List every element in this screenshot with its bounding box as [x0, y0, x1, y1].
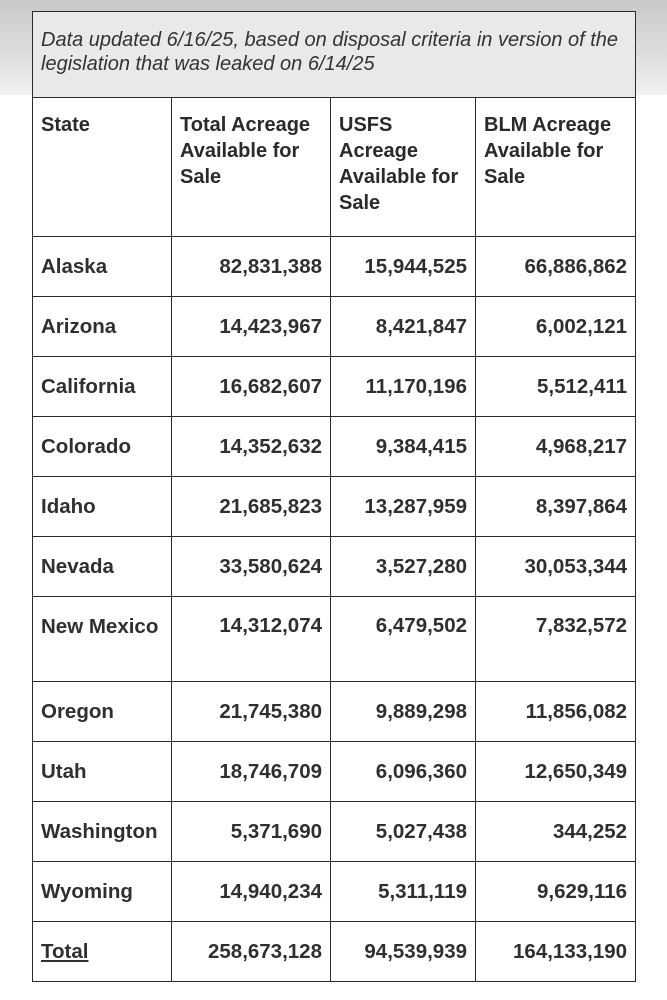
table-row	[33, 417, 636, 477]
state-cell: Nevada	[33, 537, 172, 597]
state-cell: New Mexico	[33, 597, 172, 682]
usfs-cell: 13,287,959	[331, 477, 476, 537]
total-cell: 21,745,380	[172, 682, 331, 742]
state-cell: Idaho	[33, 477, 172, 537]
blm-cell: 9,629,116	[476, 862, 636, 922]
table-row	[33, 237, 636, 297]
usfs-cell: 6,096,360	[331, 742, 476, 802]
table-row	[33, 537, 636, 597]
blm-cell: 5,512,411	[476, 357, 636, 417]
usfs-cell: 9,889,298	[331, 682, 476, 742]
usfs-cell: 8,421,847	[331, 297, 476, 357]
total-cell: 16,682,607	[172, 357, 331, 417]
total-label-cell	[33, 922, 172, 982]
blm-cell: 12,650,349	[476, 742, 636, 802]
total-cell: 18,746,709	[172, 742, 331, 802]
header-row	[33, 98, 636, 237]
usfs-cell: 11,170,196	[331, 357, 476, 417]
table-row	[33, 802, 636, 862]
acreage-table	[32, 11, 636, 982]
column-header-total: Total Acreage Available for Sale	[172, 98, 331, 237]
blm-total-cell: 164,133,190	[476, 922, 636, 982]
state-cell: California	[33, 357, 172, 417]
state-cell: Alaska	[33, 237, 172, 297]
usfs-total-cell: 94,539,939	[331, 922, 476, 982]
note-row	[33, 12, 636, 98]
column-header-blm: BLM Acreage Available for Sale	[476, 98, 636, 237]
usfs-cell: 15,944,525	[331, 237, 476, 297]
state-cell: Wyoming	[33, 862, 172, 922]
column-header-state: State	[33, 98, 172, 237]
total-cell: 82,831,388	[172, 237, 331, 297]
total-cell: 14,940,234	[172, 862, 331, 922]
total-cell: 33,580,624	[172, 537, 331, 597]
table-row	[33, 862, 636, 922]
grand-total-cell: 258,673,128	[172, 922, 331, 982]
blm-cell: 8,397,864	[476, 477, 636, 537]
total-cell: 5,371,690	[172, 802, 331, 862]
state-cell: Colorado	[33, 417, 172, 477]
usfs-cell: 5,311,119	[331, 862, 476, 922]
state-cell: Arizona	[33, 297, 172, 357]
blm-cell: 7,832,572	[476, 597, 636, 682]
state-cell: Washington	[33, 802, 172, 862]
data-updated-note: Data updated 6/16/25, based on disposal criteria in version of the legislation that was leaked on 6/14/25	[33, 12, 636, 98]
state-cell: Oregon	[33, 682, 172, 742]
blm-cell: 4,968,217	[476, 417, 636, 477]
blm-cell: 11,856,082	[476, 682, 636, 742]
table-row	[33, 357, 636, 417]
column-header-usfs: USFS Acreage Available for Sale	[331, 98, 476, 237]
state-cell: Utah	[33, 742, 172, 802]
table-row	[33, 682, 636, 742]
usfs-cell: 5,027,438	[331, 802, 476, 862]
blm-cell: 66,886,862	[476, 237, 636, 297]
usfs-cell: 6,479,502	[331, 597, 476, 682]
total-label: Total	[41, 939, 89, 963]
total-cell: 14,312,074	[172, 597, 331, 682]
usfs-cell: 9,384,415	[331, 417, 476, 477]
table-row	[33, 597, 636, 682]
table-row	[33, 297, 636, 357]
blm-cell: 30,053,344	[476, 537, 636, 597]
blm-cell: 344,252	[476, 802, 636, 862]
total-cell: 14,423,967	[172, 297, 331, 357]
total-row	[33, 922, 636, 982]
table-row	[33, 742, 636, 802]
blm-cell: 6,002,121	[476, 297, 636, 357]
usfs-cell: 3,527,280	[331, 537, 476, 597]
total-cell: 14,352,632	[172, 417, 331, 477]
total-cell: 21,685,823	[172, 477, 331, 537]
table-row	[33, 477, 636, 537]
